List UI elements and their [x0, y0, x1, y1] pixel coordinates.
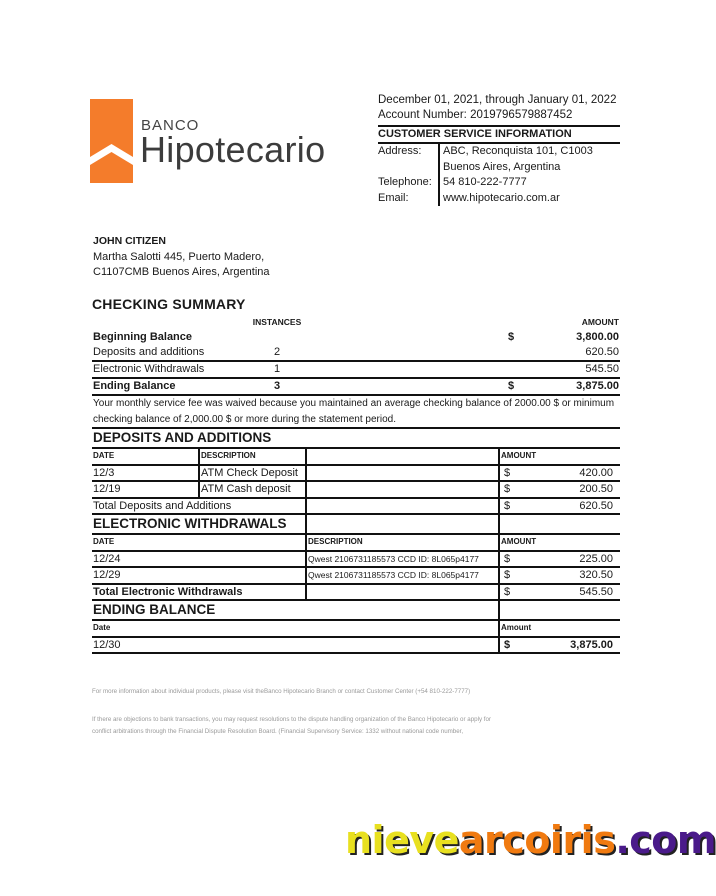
customer-service-title: CUSTOMER SERVICE INFORMATION [378, 125, 620, 144]
row-instances [242, 330, 312, 345]
row-date: 12/29 [92, 567, 306, 584]
address-line2: Buenos Aires, Argentina [443, 160, 561, 173]
row-date: 12/30 [92, 637, 499, 654]
watermark-part2: arcoiris [458, 818, 616, 862]
ending-balance-table [92, 599, 620, 654]
summary-row [92, 378, 620, 394]
statement-header [378, 93, 620, 206]
row-description: Qwest 2106731185573 CCD ID: 8L065p4177 [306, 567, 499, 584]
row-label: Ending Balance [92, 378, 242, 394]
footer-dispute-line2: conflict arbitrations through the Financial Dispute Resolution Board. (Financial Supervisory Service: 1332 without national code number, [92, 728, 464, 735]
row-label: Electronic Withdrawals [92, 361, 242, 378]
statement-body [92, 296, 620, 654]
row-currency: $ [508, 331, 515, 343]
total-amount: 620.50 [579, 499, 613, 512]
total-amount: 545.50 [579, 585, 613, 598]
summary-row [92, 330, 620, 345]
row-label: Beginning Balance [93, 331, 193, 343]
col-instances: INSTANCES [252, 317, 302, 327]
telephone-value: 54 810-222-7777 [439, 175, 593, 191]
row-currency [507, 361, 532, 378]
col-date: Date [92, 620, 499, 637]
row-amount: 320.50 [579, 569, 613, 581]
deposits-table [92, 429, 620, 513]
row-date: 12/3 [92, 465, 199, 482]
row-instances: 3 [242, 378, 312, 394]
telephone-label: Telephone: [378, 176, 432, 188]
account-number-line [378, 108, 620, 123]
address-label: Address: [378, 145, 422, 157]
row-currency: $ [504, 569, 511, 581]
total-label: Total Electronic Withdrawals [92, 584, 306, 600]
col-amount: AMOUNT [499, 448, 620, 465]
deposits-title: DEPOSITS AND ADDITIONS [93, 430, 272, 445]
watermark-part1: nieve [345, 818, 459, 862]
watermark-part3: .com [615, 818, 716, 862]
row-date: 12/24 [92, 551, 306, 568]
customer-address-line2: C1107CMB Buenos Aires, Argentina [93, 266, 270, 278]
row-currency: $ [504, 638, 511, 651]
col-amount: AMOUNT [499, 534, 620, 551]
email-label: Email: [378, 191, 409, 204]
row-instances: 1 [242, 361, 312, 378]
bank-logo-mark [90, 99, 133, 183]
col-amount: AMOUNT [581, 317, 619, 327]
row-amount: 420.00 [579, 466, 613, 479]
account-number: 2019796579887452 [470, 109, 573, 121]
col-date: DATE [92, 534, 306, 551]
col-amount: Amount [499, 620, 620, 637]
total-label: Total Deposits and Additions [92, 498, 306, 514]
total-currency: $ [504, 499, 511, 512]
withdrawal-row [92, 551, 620, 568]
footer-dispute-line1: If there are objections to bank transactions, you may request resolutions to the dispute handling organization of the Banco Hipotecario or apply for [92, 716, 491, 723]
withdrawals-title: ELECTRONIC WITHDRAWALS [92, 514, 306, 534]
row-description: ATM Check Deposit [199, 465, 306, 482]
col-description: DESCRIPTION [199, 448, 306, 465]
row-currency: $ [504, 483, 511, 495]
customer-block [93, 234, 270, 281]
customer-name: JOHN CITIZEN [93, 235, 166, 247]
withdrawals-header-row [92, 534, 620, 551]
logo-bank-name: Hipotecario [140, 129, 326, 170]
row-amount: 200.50 [579, 483, 613, 495]
email-value[interactable]: www.hipotecario.com.ar [439, 191, 593, 207]
withdrawals-total-row [92, 584, 620, 600]
row-description: Qwest 2106731185573 CCD ID: 8L065p4177 [306, 551, 499, 568]
deposits-header-row [92, 448, 620, 465]
summary-row [92, 345, 620, 361]
address-line1: ABC, Reconquista 101, C1003 [443, 145, 593, 157]
watermark [345, 818, 716, 862]
ending-balance-header-row [92, 620, 620, 637]
row-amount: 545.50 [532, 361, 620, 378]
withdrawal-row [92, 567, 620, 584]
customer-service-table [378, 144, 593, 206]
row-currency: $ [504, 552, 511, 565]
col-date: DATE [92, 448, 199, 465]
row-amount: 3,800.00 [576, 331, 619, 343]
row-label: Deposits and additions [93, 346, 205, 358]
logo-banco-text: BANCO [141, 117, 200, 134]
col-description: DESCRIPTION [306, 534, 499, 551]
account-number-label: Account Number: [378, 109, 467, 121]
summary-row [92, 361, 620, 378]
ending-balance-row [92, 637, 620, 654]
row-date: 12/19 [92, 481, 199, 498]
statement-period: December 01, 2021, through January 01, 2022 [378, 94, 617, 106]
checking-summary-title: CHECKING SUMMARY [92, 296, 246, 312]
withdrawals-table [92, 513, 620, 599]
checking-summary-table [92, 315, 620, 394]
total-currency: $ [504, 585, 511, 598]
footer-info-line: For more information about individual products, please visit theBanco Hipotecario Branch or contact Customer Center (+54 810-222-7777) [92, 688, 471, 695]
row-amount: 620.50 [585, 346, 619, 358]
deposit-row [92, 481, 620, 498]
row-description: ATM Cash deposit [199, 481, 306, 498]
row-currency: $ [504, 466, 511, 479]
deposit-row [92, 465, 620, 482]
row-instances: 2 [273, 346, 281, 358]
row-currency: $ [507, 378, 532, 394]
address-value [439, 144, 593, 175]
customer-address-line1: Martha Salotti 445, Puerto Madero, [93, 250, 265, 263]
row-amount: 3,875.00 [570, 638, 613, 651]
row-amount: 225.00 [579, 552, 613, 565]
summary-header-row [92, 315, 620, 330]
row-currency [507, 345, 532, 361]
row-amount: 3,875.00 [532, 378, 620, 394]
fee-waiver-note: Your monthly service fee was waived because you maintained an average checking balance of 2000.00 $ or minimum checking balance of 2,000.00 $ or more during the statement period. [92, 394, 620, 429]
ending-balance-title: ENDING BALANCE [92, 600, 499, 620]
deposits-total-row [92, 498, 620, 514]
house-roof-icon [90, 99, 133, 183]
